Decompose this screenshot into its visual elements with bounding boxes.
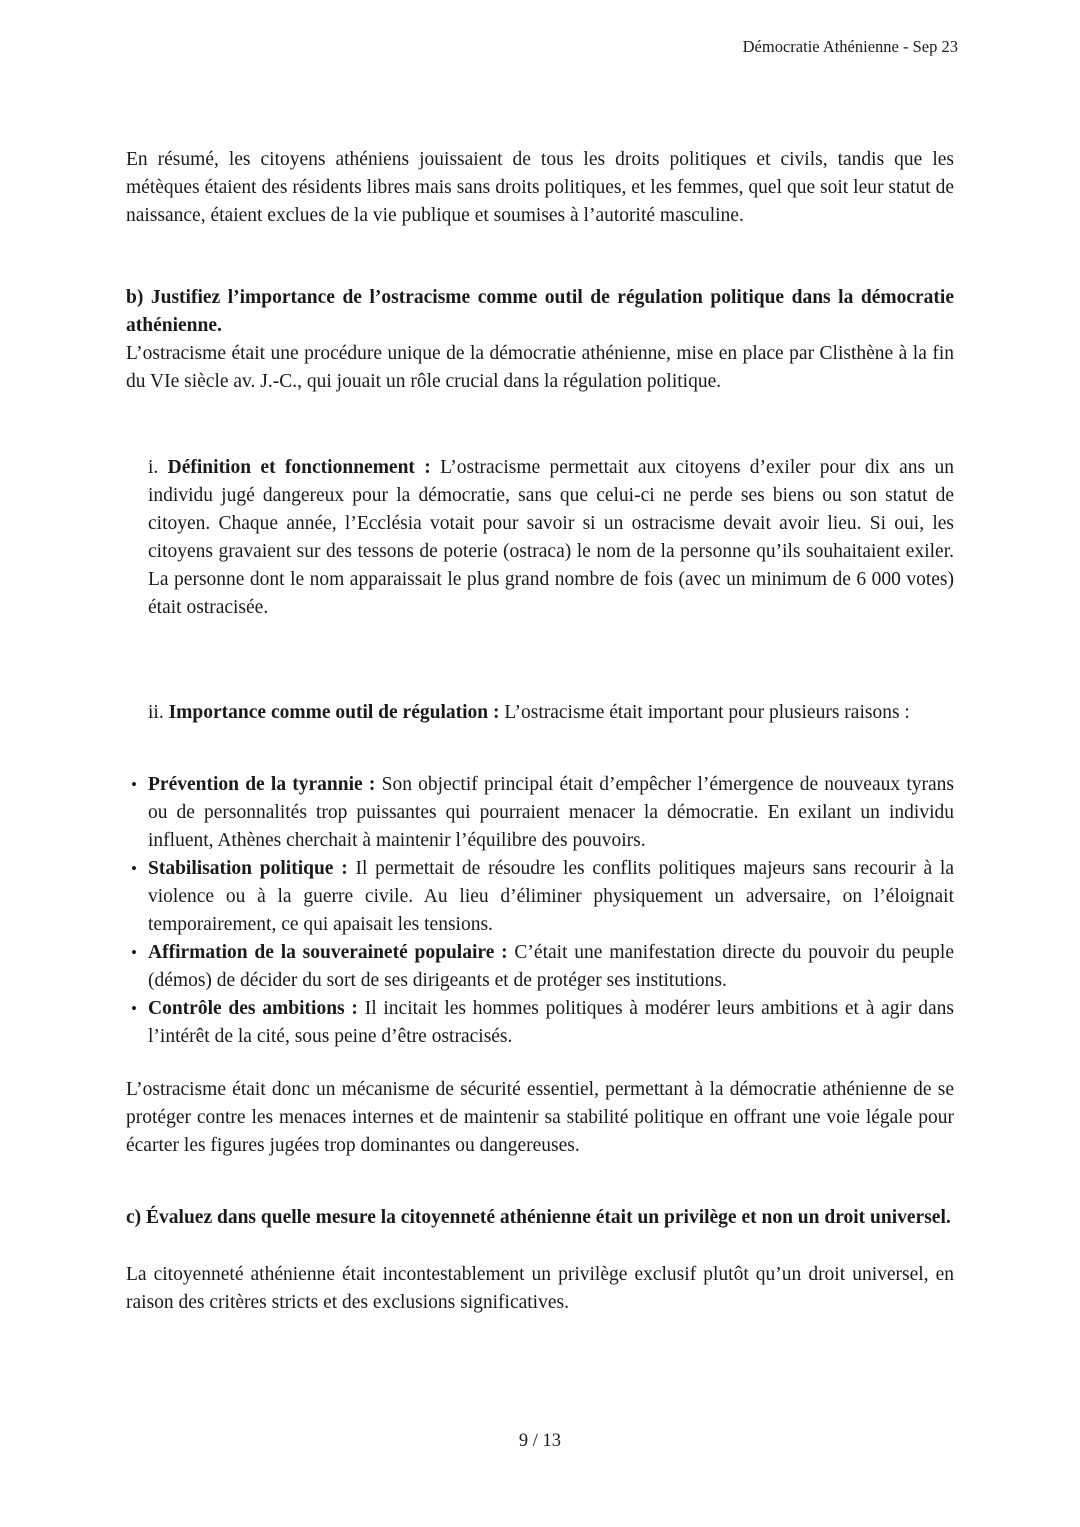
bullet-text: Son objectif principal était d’empêcher l’émergence de nouveaux tyrans ou de personnalités trop puissantes qui pourraient menacer la démocratie. En exilant un individu influent, Athènes cherchait à maintenir l’équilibre des pouvoirs. [148, 774, 954, 851]
paragraph-b-intro: L’ostracisme était une procédure unique de la démocratie athénienne, mise en place par Clisthène à la fin du VIe siècle av. J.-C., qui jouait un rôle crucial dans la régulation politique. [126, 343, 954, 392]
page-number: 9 / 13 [518, 1431, 562, 1451]
list-item-prevention [126, 771, 954, 855]
item-i-definition [148, 454, 954, 622]
bullet-lead: Contrôle des ambitions : [148, 998, 358, 1019]
item-i-lead: Définition et fonctionnement : [167, 457, 431, 478]
item-i-text: L’ostracisme permettait aux citoyens d’exiler pour dix ans un individu jugé dangereux pour la démocratie, sans que celui-ci ne perde ses biens ou son statut de citoyen. Chaque année, l’Ecclésia votait pour savoir si un ostracisme devait avoir lieu. Si oui, les citoyens gravaient sur des tessons de poterie (ostraca) le nom de la personne qu’ils souhaitaient exiler. La personne dont le nom apparaissait le plus grand nombre de fois (avec un minimum de 6 000 votes) était ostracisée. [148, 457, 954, 618]
item-ii-lead: Importance comme outil de régulation : [168, 702, 500, 723]
item-i-number: i. [148, 457, 168, 478]
bullet-text: Il incitait les hommes politiques à modérer leurs ambitions et à agir dans l’intérêt de la cité, sous peine d’être ostracisés. [148, 998, 954, 1047]
list-item-stabilisation [126, 855, 954, 939]
question-b-heading: b) Justifiez l’importance de l’ostracisme comme outil de régulation politique dans la démocratie athénienne. [126, 287, 954, 336]
page-header: Démocratie Athénienne - Sep 23 [742, 37, 958, 56]
bullet-list [126, 771, 954, 1051]
item-ii-importance [148, 699, 954, 727]
bullet-icon: • [131, 943, 137, 962]
item-ii-text: L’ostracisme était important pour plusieurs raisons : [499, 702, 910, 723]
paragraph-summary: En résumé, les citoyens athéniens jouissaient de tous les droits politiques et civils, tandis que les métèques étaient des résidents libres mais sans droits politiques, et les femmes, quel que soit leur statut de naissance, étaient exclues de la vie publique et soumises à l’autorité masculine. [126, 149, 954, 226]
item-ii-number: ii. [148, 702, 169, 723]
paragraph-c-intro: La citoyenneté athénienne était incontestablement un privilège exclusif plutôt qu’un droit universel, en raison des critères stricts et des exclusions significatives. [126, 1264, 954, 1313]
list-item-controle [126, 995, 954, 1051]
bullet-icon: • [131, 999, 137, 1018]
bullet-lead: Affirmation de la souveraineté populaire : [148, 942, 508, 963]
bullet-lead: Prévention de la tyrannie : [148, 774, 376, 795]
list-item-affirmation [126, 939, 954, 995]
bullet-lead: Stabilisation politique : [148, 858, 348, 879]
paragraph-conclusion-b: L’ostracisme était donc un mécanisme de sécurité essentiel, permettant à la démocratie athénienne de se protéger contre les menaces internes et de maintenir sa stabilité politique en offrant une voie légale pour écarter les figures jugées trop dominantes ou dangereuses. [126, 1079, 954, 1156]
question-c-heading: c) Évaluez dans quelle mesure la citoyenneté athénienne était un privilège et non un droit universel. [126, 1207, 951, 1228]
bullet-text: Il permettait de résoudre les conflits politiques majeurs sans recourir à la violence ou à la guerre civile. Au lieu d’éliminer physiquement un adversaire, on l’éloignait temporairement, ce qui apaisait les tensions. [148, 858, 954, 935]
bullet-text: C’était une manifestation directe du pouvoir du peuple (démos) de décider du sort de ses dirigeants et de protéger ses institutions. [148, 942, 954, 991]
bullet-icon: • [131, 859, 137, 878]
bullet-icon: • [131, 775, 137, 794]
